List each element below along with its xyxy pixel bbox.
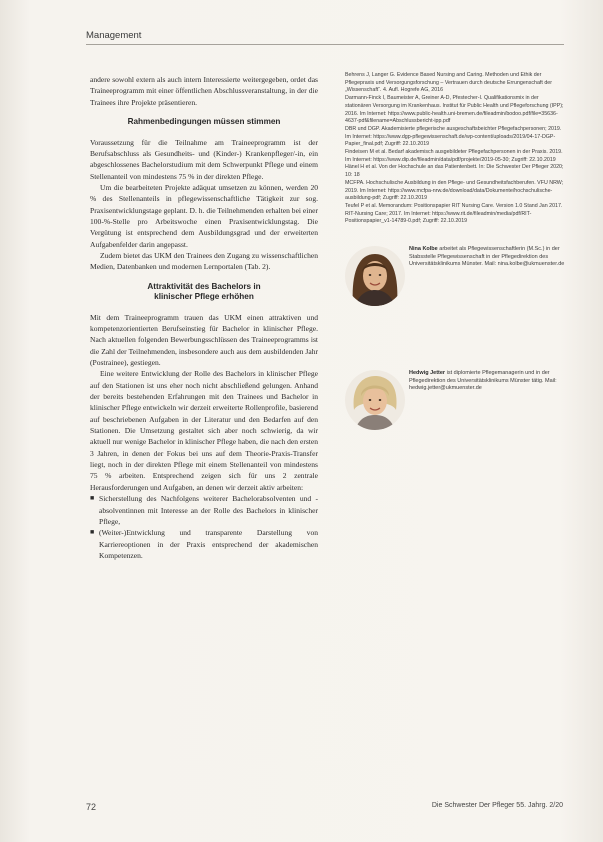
reference-item: Teufel P et al. Memorandum: Positionspapier RIT Nursing Care. Version 1.0 Stand Jan 2017. RIT-Nursing Care; 2017. Im Internet: https://www.rit.de/fileadmin/media/pdf/RIT-Positionspapier_v1-14789-0.pdf; Zugriff: 22.10.2019: [345, 202, 563, 225]
author-bio: [409, 246, 565, 269]
paragraph-voraussetzung: Voraussetzung für die Teilnahme am Traineeprogramm ist der Berufsabschluss als Gesundheits- und (Kinder-) Krankenpfleger/-in, ein abgeschlossenes Bachelorstudium mit dem Schwerpunkt Pflege und einem Stellenanteil von mindestens 75 % in der direkten Pflege.: [90, 137, 318, 181]
bullet-text: (Weiter-)Entwicklung und transparente Darstellung von Karriereoptionen in der Praxis entsprechend der akademischen Kompetenzen.: [99, 528, 318, 560]
reference-item: Darmann-Finck I, Baumeister A, Greiner A-D, Pfestecher-I. Qualifikationsmix in der stationären Versorgung im Krankenhaus. Institut für Public Health und Pflegeforschung (IPP); 2016. Im Internet: https://www.public-health.uni-bremen.de/fileadmin/bodoo.pdf/file=35636-4637-pdf&filename=Abschlussbericht-ipp.pdf: [345, 95, 564, 125]
reference-item: Hänel H et al. Von der Hochschule an das Patientenbett. In: Die Schwester Der Pfleger 2020; 10: 18: [345, 164, 564, 179]
reference-item: Findeisen M et al. Bedarf akademisch ausgebildeter Pflegefachpersonen in der Praxis. 2019. Im Internet: https://www.dip.de/fileadmin/data/pdf/projekte/2019-05-30; Zugriff: 22.10.2019: [345, 149, 563, 163]
author-nina-kolbe: [345, 246, 567, 308]
author-name: Hedwig Jetter: [409, 370, 446, 376]
author-description: arbeitet als Pflegewissenschaftlerin (M.Sc.) in der Stabsstelle Pflegewissenschaft in der Pflegedirektion des Universitätsklinikums Münster. Mail: nina.kolbe@ukmuenster.de: [409, 246, 565, 268]
subheading-rahmenbedingungen: Rahmenbedingungen müssen stimmen: [127, 117, 281, 127]
author-description: ist diplomierte Pflegemanagerin und in der Pflegedirektion des Universitätsklinikums Münster tätig. Mail: hedwig.jetter@ukmuenster.de: [409, 370, 557, 392]
author-photo: [345, 370, 405, 430]
publication-footer: Die Schwester Der Pfleger 55. Jahrg. 2/20: [431, 802, 563, 809]
author-bio: [409, 370, 565, 393]
bullet-text: Sicherstellung des Nachfolgens weiterer Bachelorabsolventen und -absolventinnen mit Interesse an der Rolle des Bachelors in klinischer Pflege,: [99, 494, 318, 526]
paragraph-zugang: Zudem bietet das UKM den Trainees den Zugang zu wissenschaftlichen Medien, Datenbanken und modernen Lernportalen (Tab. 2).: [90, 250, 318, 272]
author-photo: [345, 246, 405, 306]
reference-list: [345, 72, 565, 226]
header-rule: [86, 44, 564, 45]
paragraph-intro: andere sowohl extern als auch intern Interessierte weitergegeben, ordet das Traineeprogramm mit einer öffentlichen Abschlussveranstaltung, in der die Trainees ihre Projekte präsentieren.: [90, 75, 318, 107]
author-name: Nina Kolbe: [409, 246, 438, 252]
reference-item: DBR und DGP. Akademisierte pflegerische ausgeschaftsbeichter Pflegefachpersonen; 2019. Im Internet: https://www.dgp-pflegewissenschaft.de/wp-content/uploads/2019/04-17-DGP-Papier_final.pdf; Zugriff: 22.10.2019: [345, 125, 562, 148]
section-header: Management: [86, 30, 142, 41]
bullet-square-icon: ■: [90, 494, 95, 503]
bullet-item: [90, 493, 318, 527]
bullet-item: [90, 527, 318, 561]
paragraph-traineeprogramm: Mit dem Traineeprogramm trauen das UKM einen attraktiven und kompetenzorientierten Berufseinstieg für Bachelor in klinischer Pflege. Nach aktuellen folgenden Bewerbungsschlüssen des Traineeprogramms ist die Zahl der Teilnehmenden, insbesondere auch aus dem ausbildenden Jahr (Postrainee), gestiegen.: [90, 312, 318, 368]
author-hedwig-jetter: [345, 370, 567, 432]
reference-item: Behrens J, Langer G. Evidence Based Nursing and Caring. Methoden und Ethik der Pflegepraxis und Versorgungsforschung – Vertrauen durch deutsche Errungenschaft der „Wissenschaft“. 4. Aufl. Hogrefe AG, 2016: [345, 72, 553, 94]
subheading-attraktivitaet-line1: Attraktivität des Bachelors in: [147, 281, 261, 291]
subheading-attraktivitaet-line2: klinischer Pflege erhöhen: [154, 292, 254, 302]
main-text-column: [90, 74, 318, 561]
paragraph-entwicklung: Eine weitere Entwicklung der Rolle des Bachelors in klinischer Pflege auf den Stationen ist uns eher noch nicht abschließend gelungen. Anhand der bereits bestehenden Erfahrungen mit den Trainees und Bachelor in klinischer Pflege entwickeln wir derzeit erweiterte Rollenprofile, basierend auf beschriebenen Aufgaben in der Literatur und den Bedarfen auf den Stationen. Die Umsetzung gestaltet sich aber noch schwierig, da wir aktuell nur wenige Bachelor in klinischer Pflege haben, die nach den ersten 3 Jahren, in denen der Fokus bei uns auf dem Theorie-Praxis-Transfer liegt, noch in der direkten Pflege mit einem Stellenanteil von mindestens 75 % arbeiten. Entsprechend zeigen sich für uns 2 zentrale Herausforderungen und Aufgaben, an denen wir derzeit aktiv arbeiten:: [90, 369, 318, 492]
reference-item: MCFPA. Hochschulische Ausbildung in den Pflege- und Gesundheitsfachberufen. VFU NRW; 2019. Im Internet: https://www.mcfpa-nrw.de/download/data/Dokumente/hochschulische-ausbildung-pdf; Zugriff: 22.10.2019: [345, 179, 564, 202]
page-number: 72: [86, 802, 97, 812]
paragraph-stellenanteil: Um die bearbeiteten Projekte adäquat umsetzen zu können, werden 20 % des Stellenanteils in pflegewissenschaftliche Tätigkeit zur sog. Praxisentwicklungstage geplant. D. h. die Teilnehmenden erhalten bei einer 100-%-Stelle pro Arbeitswoche einen Praxisentwicklungstag. Die Vergütung ist entsprechend dem Ausbildungsgrad und der erweiterten Aufgabenfelder darin angepasst.: [90, 182, 318, 249]
bullet-square-icon: ■: [90, 528, 95, 537]
